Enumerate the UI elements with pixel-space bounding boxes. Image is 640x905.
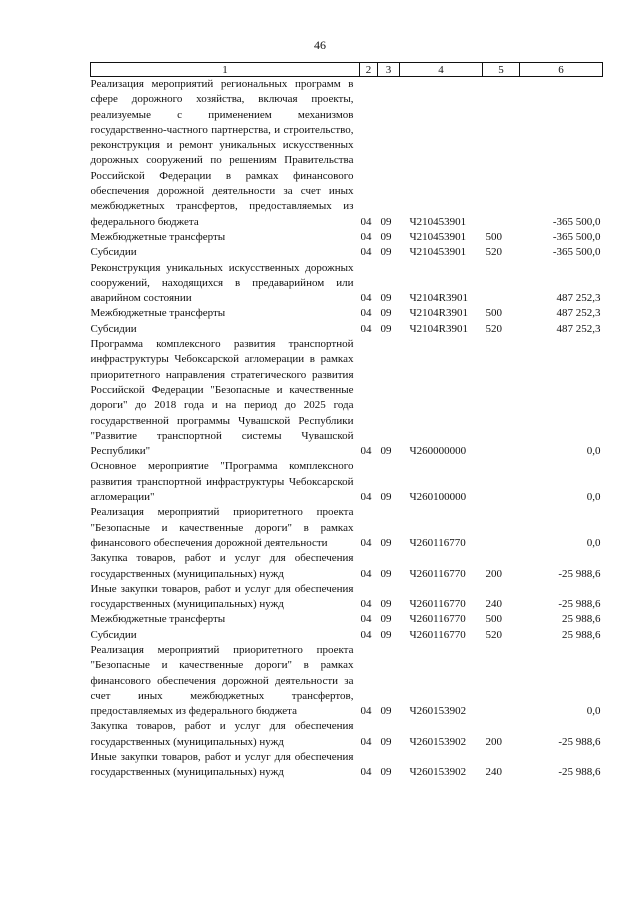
table-row bbox=[91, 612, 603, 627]
row-name-cell: Межбюджетные трансферты bbox=[90, 230, 226, 243]
row-amount-cell: 0,0 bbox=[586, 445, 601, 458]
row-subsection-cell: 09 bbox=[380, 246, 392, 259]
row-subsection-cell: 09 bbox=[380, 215, 392, 228]
row-amount-cell: -25 988,6 bbox=[558, 598, 601, 611]
row-subsection-cell: 09 bbox=[380, 307, 392, 320]
table-row bbox=[91, 719, 603, 750]
row-section-cell: 04 bbox=[360, 230, 372, 243]
row-amount-cell: 0,0 bbox=[586, 705, 601, 718]
row-section-cell: 04 bbox=[360, 307, 372, 320]
table-header-row bbox=[91, 63, 603, 77]
row-expense-type-cell bbox=[483, 261, 520, 307]
row-name-cell: Основное мероприятие "Программа комплексного развития транспортной инфраструктуры Чебоксарской агломерации" bbox=[90, 460, 354, 504]
row-subsection-cell: 09 bbox=[380, 445, 392, 458]
table-row bbox=[91, 459, 603, 505]
table-row bbox=[91, 245, 603, 260]
row-name-cell: Закупка товаров, работ и услуг для обеспечения государственных (муниципальных) нужд bbox=[90, 552, 354, 580]
row-target-article-cell: Ч260116770 bbox=[409, 567, 466, 580]
row-expense-type-cell: 520 bbox=[485, 628, 502, 641]
row-amount-cell: 25 988,6 bbox=[562, 628, 601, 641]
row-target-article-cell: Ч260116770 bbox=[409, 628, 466, 641]
row-subsection-cell: 09 bbox=[380, 705, 392, 718]
row-name-cell: Субсидии bbox=[90, 628, 137, 641]
row-section-cell: 04 bbox=[360, 491, 372, 504]
row-expense-type-cell: 240 bbox=[485, 766, 502, 779]
row-amount-cell: -25 988,6 bbox=[558, 567, 601, 580]
row-expense-type-cell: 500 bbox=[485, 613, 502, 626]
table-body bbox=[91, 77, 603, 781]
row-amount-cell: -25 988,6 bbox=[558, 766, 601, 779]
row-name-cell: Закупка товаров, работ и услуг для обеспечения государственных (муниципальных) нужд bbox=[90, 720, 354, 748]
row-name-cell: Реконструкция уникальных искусственных дорожных сооружений, находящихся в предаварийном или аварийном состоянии bbox=[90, 261, 354, 305]
row-amount-cell: -365 500,0 bbox=[552, 246, 601, 259]
row-amount-cell: 0,0 bbox=[586, 491, 601, 504]
table-row bbox=[91, 77, 603, 230]
row-expense-type-cell: 200 bbox=[485, 735, 502, 748]
row-section-cell: 04 bbox=[360, 598, 372, 611]
budget-table bbox=[90, 62, 603, 781]
table-row bbox=[91, 551, 603, 582]
row-name-cell: Реализация мероприятий региональных программ в сфере дорожного хозяйства, включая проекты, реализуемые с применением механизмов государственно-частного партнерства, и строительство, реконструкция и ремонт уникальных искусственных дорожных сооружений по решениям Правительства Российской Федерации в рамках финансового обеспечения дорожной деятельности за счет иных межбюджетных трансфертов, предоставляемых из федерального бюджета bbox=[90, 78, 354, 228]
row-expense-type-cell bbox=[483, 505, 520, 551]
row-amount-cell: -365 500,0 bbox=[552, 230, 601, 243]
row-name-cell: Субсидии bbox=[90, 322, 137, 335]
row-amount-cell: 487 252,3 bbox=[556, 307, 601, 320]
row-target-article-cell: Ч260116770 bbox=[409, 536, 466, 549]
row-section-cell: 04 bbox=[360, 567, 372, 580]
row-amount-cell: -365 500,0 bbox=[552, 215, 601, 228]
row-name-cell: Субсидии bbox=[90, 246, 137, 259]
row-expense-type-cell bbox=[483, 77, 520, 230]
row-expense-type-cell bbox=[483, 337, 520, 459]
row-amount-cell: 487 252,3 bbox=[556, 322, 601, 335]
row-name-cell: Иные закупки товаров, работ и услуг для обеспечения государственных (муниципальных) нужд bbox=[90, 582, 354, 611]
row-target-article-cell: Ч260116770 bbox=[409, 613, 466, 626]
row-expense-type-cell: 240 bbox=[485, 598, 502, 611]
row-subsection-cell: 09 bbox=[380, 491, 392, 504]
row-section-cell: 04 bbox=[360, 613, 372, 626]
row-subsection-cell: 09 bbox=[380, 567, 392, 580]
table-row bbox=[91, 643, 603, 719]
row-target-article-cell: Ч260153902 bbox=[409, 705, 467, 718]
table-row bbox=[91, 261, 603, 307]
row-subsection-cell: 09 bbox=[380, 322, 392, 335]
row-name-cell: Программа комплексного развития транспортной инфраструктуры Чебоксарской агломерации в рамках приоритетного направления стратегического развития Российской Федерации "Безопасные и качественные дороги" до 2018 года и на период до 2025 года государственной программы Чувашской Республики "Развитие транспортной системы Чувашской Республики" bbox=[90, 338, 354, 458]
row-subsection-cell: 09 bbox=[380, 735, 392, 748]
row-target-article-cell: Ч260100000 bbox=[409, 491, 467, 504]
row-name-cell: Межбюджетные трансферты bbox=[90, 307, 226, 320]
row-expense-type-cell bbox=[483, 459, 520, 505]
table-header bbox=[91, 63, 603, 77]
table-row bbox=[91, 322, 603, 337]
row-section-cell: 04 bbox=[360, 292, 372, 305]
column-header-amount: 6 bbox=[520, 63, 603, 77]
row-expense-type-cell bbox=[483, 643, 520, 719]
table-row bbox=[91, 505, 603, 551]
row-target-article-cell: Ч210453901 bbox=[409, 246, 467, 259]
row-amount-cell: 487 252,3 bbox=[556, 292, 601, 305]
row-section-cell: 04 bbox=[360, 246, 372, 259]
table-row bbox=[91, 337, 603, 459]
row-target-article-cell: Ч2104R3901 bbox=[409, 292, 468, 305]
row-target-article-cell: Ч2104R3901 bbox=[409, 307, 468, 320]
row-expense-type-cell: 520 bbox=[485, 322, 502, 335]
row-amount-cell: 25 988,6 bbox=[562, 613, 601, 626]
column-header-name: 1 bbox=[91, 63, 360, 77]
row-section-cell: 04 bbox=[360, 705, 372, 718]
row-name-cell: Иные закупки товаров, работ и услуг для обеспечения государственных (муниципальных) нужд bbox=[90, 751, 354, 779]
row-section-cell: 04 bbox=[360, 735, 372, 748]
row-expense-type-cell: 500 bbox=[485, 230, 502, 243]
row-subsection-cell: 09 bbox=[380, 613, 392, 626]
row-section-cell: 04 bbox=[360, 445, 372, 458]
row-target-article-cell: Ч260116770 bbox=[409, 598, 466, 611]
row-section-cell: 04 bbox=[360, 215, 372, 228]
row-subsection-cell: 09 bbox=[380, 292, 392, 305]
row-section-cell: 04 bbox=[360, 628, 372, 641]
row-name-cell: Межбюджетные трансферты bbox=[90, 613, 226, 626]
row-target-article-cell: Ч260153902 bbox=[409, 766, 467, 779]
row-name-cell: Реализация мероприятий приоритетного проекта "Безопасные и качественные дороги" в рамках финансового обеспечения дорожной деятельности за счет иных межбюджетных трансфертов, предоставляемых из федерального бюджета bbox=[90, 643, 354, 718]
table-row bbox=[91, 750, 603, 781]
row-target-article-cell: Ч260153902 bbox=[409, 735, 467, 748]
row-name-cell: Реализация мероприятий приоритетного проекта "Безопасные и качественные дороги" в рамках финансового обеспечения дорожной деятельности bbox=[90, 506, 354, 549]
table-row bbox=[91, 306, 603, 321]
row-target-article-cell: Ч260000000 bbox=[409, 445, 467, 458]
row-subsection-cell: 09 bbox=[380, 230, 392, 243]
row-subsection-cell: 09 bbox=[380, 598, 392, 611]
row-amount-cell: -25 988,6 bbox=[558, 735, 601, 748]
table-row bbox=[91, 230, 603, 245]
row-target-article-cell: Ч2104R3901 bbox=[409, 322, 468, 335]
row-expense-type-cell: 200 bbox=[485, 567, 502, 580]
page-number: 46 bbox=[314, 38, 326, 52]
row-amount-cell: 0,0 bbox=[586, 536, 601, 549]
row-subsection-cell: 09 bbox=[380, 536, 392, 549]
row-section-cell: 04 bbox=[360, 322, 372, 335]
table-row bbox=[91, 628, 603, 643]
column-header-target-article: 4 bbox=[400, 63, 483, 77]
column-header-expense-type: 5 bbox=[483, 63, 520, 77]
row-section-cell: 04 bbox=[360, 766, 372, 779]
row-subsection-cell: 09 bbox=[380, 766, 392, 779]
row-expense-type-cell: 500 bbox=[485, 307, 502, 320]
column-header-section: 2 bbox=[360, 63, 378, 77]
row-section-cell: 04 bbox=[360, 536, 372, 549]
column-header-subsection: 3 bbox=[378, 63, 400, 77]
table-row bbox=[91, 582, 603, 613]
row-subsection-cell: 09 bbox=[380, 628, 392, 641]
row-target-article-cell: Ч210453901 bbox=[409, 215, 467, 228]
row-target-article-cell: Ч210453901 bbox=[409, 230, 467, 243]
row-expense-type-cell: 520 bbox=[485, 246, 502, 259]
